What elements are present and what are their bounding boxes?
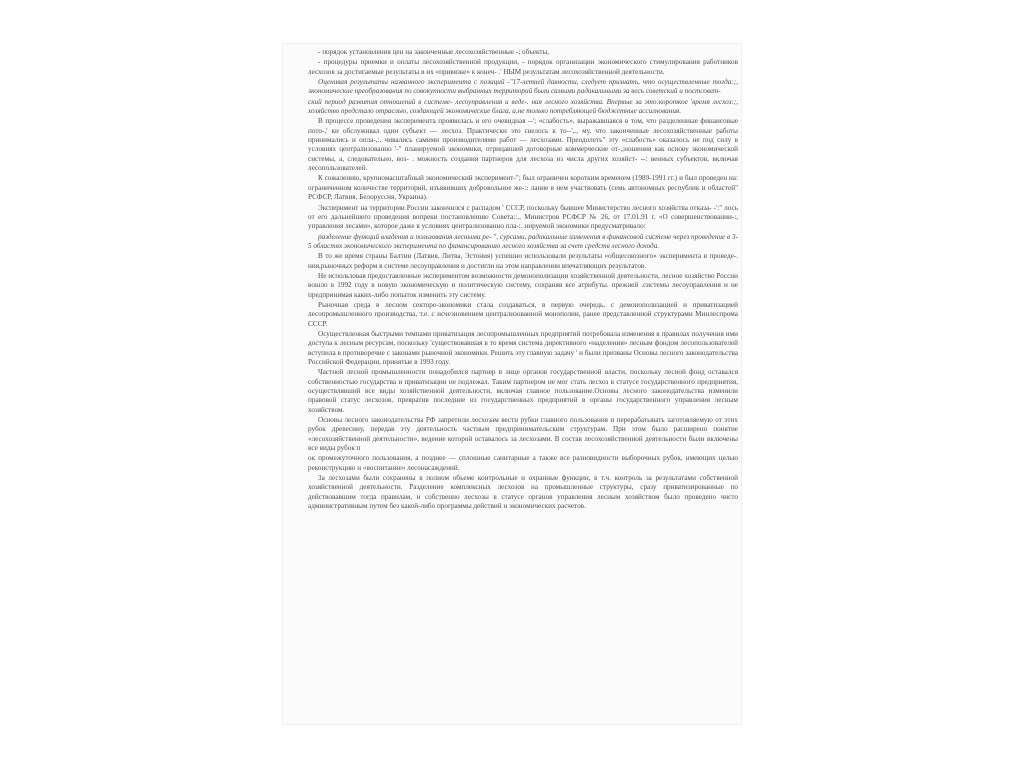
paragraph: Осуществленная быстрыми темпами приватизация лесопромышленных предприятий потребовала изменения в правилах получения ими доступа к лесным ресурсам, поскольку 'существовавшая в то время система директивного «наделения» лесным фондом лесопользователей вступила в противоречие с законами рыночной экономики. Решить эту главную задачу ' и были призваны Основы лесного законодательства Российской Федерации, принятые в 1993 году. — [308, 329, 738, 366]
paragraph: - процедуры приемки и оплаты лесохозяйственной продукции, - порядок организации экономического стимулирования работников лесхозов за достигаемые результаты в их «привязке» к конеч- .' НЫМ результатам лесохозяйственной деятельности. — [308, 58, 738, 76]
paragraph: Эксперимент на территории России закончился с распадом ' СССР, поскольку бывшее Министерство лесного хозяйства отказа- -':" лось от его дальнейшего проведения вопреки постановлению Совета::., Министров РСФСР № 26, от 17.01.91 г. «О совершенствовании-:, управления лесами», которое даже в условиях централизованно пла-:. нируемой экономики предусматривало: — [308, 203, 738, 231]
paragraph: ок промежуточного пользования, а позднее — сплошные санитарные а также все разновидности выборочных рубок, имеющих целью реконструкцию и «воспитание» лесонасаждений. — [308, 454, 738, 472]
paragraph: В то же время страны Балтии (Латвия, Литва, Эстония) успешно использовали результаты «общесоюзного» эксперимента в проведе-. ния,рыночных реформ в системе лесоуправления и достигли на этом направлении впечатляющих результатов. — [308, 252, 738, 270]
paragraph: К сожалению, крупномасштабный экономический эксперимент-"; был ограничен коротким временем (1989-1991 гг.) и был проведен на: ограниченном количестве территорий, изъявивших добровольное же-:: лание в нем участвовать (семь автономных республик и областей" РСФСР, Латвия, Белоруссия, Украина). — [308, 174, 738, 202]
paragraph: Частной лесной промышленности понадобился партнер в лице органов государственной власти, поскольку лесной фонд оставался собственностью государства и приватизации не подлежал. Таким партнером не мог стать лесхоз в статусе государственного предприятия, осуществлявший все виды хозяйственной деятельности, включая главное пользование.Основы лесного законодательства изменили правовой статус лесхозов, превратив последние из государственных предприятий в органы государственного управления лесным хозяйством. — [308, 368, 738, 414]
paragraph: Рыночная среда в лесном секторе-экономики стала создаваться, в первую очередь, с демонополизацией и приватизацией лесопромышленного производства, т.е. с исчезновением централизованной монополии, ранее представленной структурами Минлеспрома СССР. — [308, 300, 738, 328]
paragraph: ский период развития отношений в системе- лесоуправления и веде-. ния лесного хозяйства. Впервые за это:короткое 'время лесхоз:;, хозяйство предстало отраслью, создающей экономические блага, а,не только потребляющей бюджетные ассигнования. — [308, 97, 738, 116]
paragraph: Не использовав предоставленные экспериментом возможности демонополизации хозяйственной деятельности, лесное хозяйство России вошло в 1992 году в новую экономическую и политическую систему, сохраняя все атрибуты. прежней .системы лесоуправления и не предпринимая каких-либо попыток изменить эту систему. — [308, 271, 738, 299]
document-text — [308, 48, 738, 513]
paragraph: За лесхозами были сохранены в полном объеме контрольные и охранные функции, в т.ч. контроль за результатами собственной хозяйственной деятельности. Разделение комплексных лесхозов на промышленные структуры, сразу приватизированные по действовавшим тогда правилам, и собственно лесхозы в статусе органов управления лесным хозяйством было проведено чисто административным путем без какой-либо программы действий и экономических расчетов. — [308, 474, 738, 511]
paragraph: В процессе проведения эксперимента проявилась и его очевидная --'; «слабость», выражавшаяся в том, что разделенные финансовые пото-,' ки обслуживал один субъект — лесхоз. Практически это свелось к то--',., му, что законченные лесохозяйственные работы принимались и опла-,:. чивались самими производителями работ — лесхозами. Преодолеть" эту «слабость» оказалось не под силу в условиях централизованно '-" планируемой экономики, отрицавшей договорные коммерческие от-,;ношения как основу экономической системы, а, следовательно, воз- . можность создания партнеров для лесхоза из числа других хозяйст- --: венных субъектов, включая лесопользователей. — [308, 117, 738, 173]
paragraph: разделение функций владения и пользования лесными ре- ", сурсами, радикальные изменения в финансовой системе через проведение в 3-5 областях экономического эксперимента по финансированию лесного хозяйства за счет средств лесного дохода. — [308, 232, 738, 250]
document-page — [283, 44, 741, 724]
paragraph: Оценивая результаты названного эксперимента с позиций -"17-летней давности, следует признать, что осуществленные тогда:;, экономические преобразования по совокупности выбранных территорий были самыми радикальными за весь советский и постсовет- — [308, 78, 738, 96]
paragraph: - порядок установления цен на законченные лесохозяйственные -; объекты, — [318, 48, 550, 56]
paragraph: Основы лесного законодательства РФ запретили лесхозам вести рубки главного пользования и перерабатывать заготовляемую от этих рубок древесину, передав эту деятельность частным предпринимательским структурам. При этом было расширено понятие «лесохозяйственной деятельности», ведение которой оставалось за лесхозами. В состав лесохозяйственной деятельности были включены все виды рубок п — [308, 416, 738, 453]
